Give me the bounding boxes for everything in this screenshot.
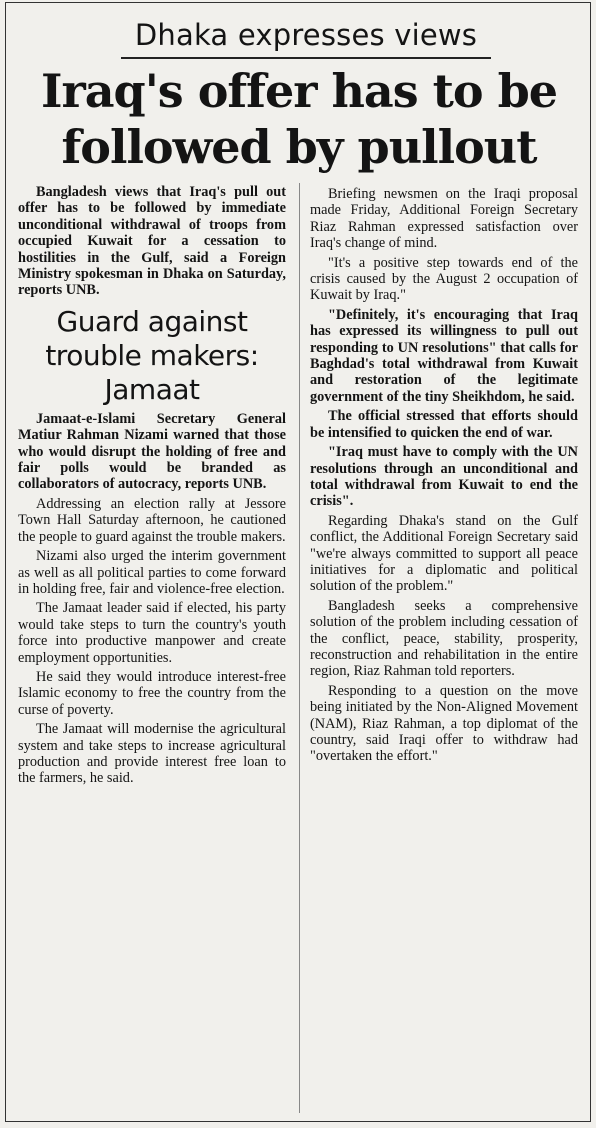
body-paragraph: "Iraq must have to comply with the UN resolutions through an unconditional and total withdrawal from Kuwait to end the crisis". (310, 444, 578, 510)
body-paragraph: Jamaat-e-Islami Secretary General Matiur Rahman Nizami warned that those who would disrupt the holding of free and fair polls would be branded as collaborators of autocracy, reports UNB. (18, 410, 286, 493)
right-column (310, 186, 578, 765)
body-paragraph: Briefing newsmen on the Iraqi proposal made Friday, Additional Foreign Secretary Riaz Rahman expressed satisfaction over Iraq's change of mind. (310, 186, 578, 252)
body-paragraph: The Jamaat will modernise the agricultural system and take steps to increase agricultural production and provide interest free loan to the farmers, he said. (18, 721, 286, 787)
lead-paragraph: Bangladesh views that Iraq's pull out offer has to be followed by immediate unconditional withdrawal of troops from occupied Kuwait for a cessation to hostilities in the Gulf, said a Foreign Ministry spokesman in Dhaka on Saturday, reports UNB. (18, 184, 286, 299)
main-headline: Iraq's offer has to be followed by pullout (40, 64, 558, 174)
body-paragraph: "Definitely, it's encouraging that Iraq has expressed its willingness to pull out responding to UN resolutions" that calls for Baghdad's total withdrawal from Kuwait and restoration of the legitimate government of the tiny Sheikhdom, he said. (310, 306, 578, 405)
body-paragraph: Addressing an election rally at Jessore Town Hall Saturday afternoon, he cautioned the people to guard against the trouble makers. (18, 495, 286, 545)
kicker-heading: Dhaka expresses views (121, 13, 491, 59)
body-paragraph: Regarding Dhaka's stand on the Gulf conflict, the Additional Foreign Secretary said "we're always committed to support all peace initiatives for a diplomatic and political solution of the problem." (310, 512, 578, 595)
body-paragraph: The official stressed that efforts should be intensified to quicken the end of war. (310, 408, 578, 441)
body-paragraph: He said they would introduce interest-free Islamic economy to free the country from the curse of poverty. (18, 668, 286, 718)
left-column (18, 184, 286, 787)
body-paragraph: Nizami also urged the interim government as well as all political parties to come forward in holding free, fair and violence-free election. (18, 548, 286, 597)
body-paragraph: The Jamaat leader said if elected, his party would take steps to turn the country's youth force into productive manpower and create employment opportunities. (18, 600, 286, 666)
body-paragraph: Bangladesh seeks a comprehensive solution of the problem including cessation of the conflict, peace, stability, prosperity, reconstruction and rehabilitation in the entire region, Riaz Rahman told reporters. (310, 597, 578, 680)
body-paragraph: "It's a positive step towards end of the crisis caused by the August 2 occupation of Kuwait by Iraq." (310, 254, 578, 304)
body-paragraph: Responding to a question on the move being initiated by the Non-Aligned Movement (NAM), Riaz Rahman, a top diplomat of the country, said Iraqi offer to withdraw had "overtaken the effort." (310, 682, 578, 765)
subheadline: Guard against trouble makers: Jamaat (45, 304, 259, 406)
column-divider (299, 183, 300, 1113)
